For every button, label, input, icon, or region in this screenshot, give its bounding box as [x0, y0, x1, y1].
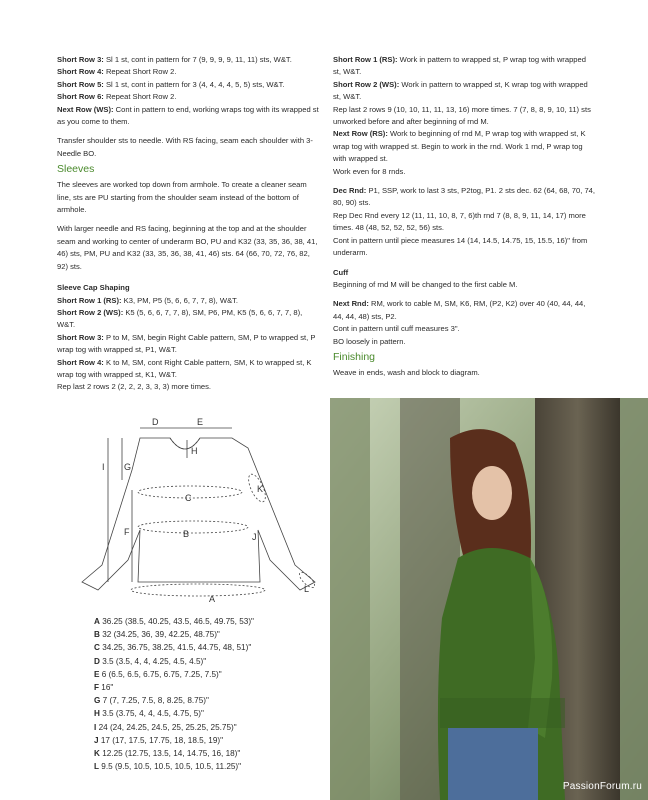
legend-row: F 16" — [94, 683, 114, 693]
r-short-row-1-label: Short Row 1 (RS): — [333, 55, 398, 64]
label-i: I — [102, 462, 105, 472]
legend-row: J 17 (17, 17.5, 17.75, 18, 18.5, 19)" — [94, 735, 224, 745]
left-column — [57, 54, 319, 394]
short-row-6-label: Short Row 6: — [57, 92, 104, 102]
label-j: J — [252, 532, 257, 542]
short-row-4-label: Short Row 4: — [57, 67, 104, 77]
sleeves-pickup: With larger needle and RS facing, beginning at the top and at the shoulder seam and working to center of underarm BO, PU and K32 (33, 35, 36, 38, 41, 46) sts, PM, PU and K32 (33, 35, 36, 38, 41, 46) sts. 64 (66, 70, 72, 76, 82, 92) sts. — [57, 224, 318, 271]
sleeves-heading: Sleeves — [57, 163, 95, 176]
cap-row-4-label: Short Row 4: — [57, 357, 104, 367]
forest-photo-illustration — [330, 398, 648, 800]
legend-row: C 34.25, 36.75, 38.25, 41.5, 44.75, 48, 51)" — [94, 643, 252, 653]
label-a: A — [209, 594, 216, 604]
dec-rnd-label: Dec Rnd: — [333, 186, 367, 196]
label-l: L — [304, 584, 310, 594]
right-column — [333, 54, 595, 379]
model-photo — [330, 398, 648, 800]
sweater-schematic — [60, 410, 330, 620]
sleeve-cap-heading: Sleeve Cap Shaping — [57, 283, 130, 293]
label-c: C — [185, 493, 192, 503]
r-next-row-text: Work to beginning of rnd M, P wrap tog with wrapped st, K wrap tog with wrapped st. Begin to work in the rnd. Work 1 rnd, P wrap tog with wrapped st. — [333, 129, 586, 164]
legend-row: K 12.25 (12.75, 13.5, 14, 14.75, 16, 18)" — [94, 749, 241, 759]
finishing-heading: Finishing — [333, 350, 376, 363]
cap-row-1-label: Short Row 1 (RS): — [57, 295, 122, 305]
rep-dec: Rep Dec Rnd every 12 (11, 11, 10, 8, 7, 6)th rnd 7 (8, 8, 9, 11, 14, 17) more times. 48 (48, 52, 52, 52, 56) sts. — [333, 210, 586, 233]
legend-row: B 32 (34.25, 36, 39, 42.25, 48.75)" — [94, 630, 220, 640]
hem-ellipse — [131, 584, 265, 596]
r-next-row-label: Next Row (RS): — [333, 129, 388, 139]
measurement-legend — [94, 615, 334, 773]
r-repeat: Rep last 2 rows 9 (10, 10, 11, 11, 13, 16) more times. 7 (7, 8, 8, 9, 10, 11) sts unworked before and after beginning of rnd M. — [333, 104, 591, 127]
next-row-ws-label: Next Row (WS): — [57, 104, 114, 114]
schematic-outline — [82, 438, 315, 590]
cap-row-3-label: Short Row 3: — [57, 332, 104, 342]
cap-row-2-text: K5 (5, 6, 6, 7, 7, 8), SM, P6, PM, K5 (5, 6, 6, 7, 7, 8), W&T. — [57, 307, 303, 330]
cap-row-1-text: K3, PM, P5 (5, 6, 6, 7, 7, 8), W&T. — [123, 295, 239, 305]
waist-ellipse — [138, 521, 248, 533]
label-f: F — [124, 527, 130, 537]
label-e: E — [197, 417, 204, 427]
label-g: G — [124, 462, 132, 472]
label-k: K — [257, 484, 264, 494]
cap-row-4-text: K to M, SM, cont Right Cable pattern, SM, K to wrapped st, K wrap tog with wrapped st, K1, W&T. — [57, 357, 312, 379]
dec-rnd-text: P1, SSP, work to last 3 sts, P2tog, P1. 2 sts dec. 62 (64, 68, 70, 74, 80, 90) sts. — [333, 186, 596, 208]
legend-row: H 3.5 (3.75, 4, 4, 4.5, 4.75, 5)" — [94, 709, 204, 719]
label-h: H — [191, 446, 198, 456]
r-short-row-2-label: Short Row 2 (WS): — [333, 79, 400, 89]
finishing-text: Weave in ends, wash and block to diagram. — [333, 367, 480, 377]
label-d: D — [152, 417, 159, 427]
label-b: B — [183, 529, 190, 539]
cap-repeat: Rep last 2 rows 2 (2, 2, 2, 3, 3, 3) more times. — [57, 382, 212, 392]
r-short-row-1-text: Work in pattern to wrapped st, P wrap tog with wrapped st, W&T. — [333, 55, 586, 77]
cuff-intro: Beginning of rnd M will be changed to the first cable M. — [333, 279, 518, 289]
legend-row: E 6 (6.5, 6.5, 6.75, 6.75, 7.25, 7.5)" — [94, 669, 222, 679]
watermark: PassionForum.ru — [562, 781, 642, 792]
short-row-5-text: Sl 1 st, cont in pattern for 3 (4, 4, 4, 4, 5, 5) sts, W&T. — [105, 79, 285, 89]
legend-row: I 24 (24, 24.25, 24.5, 25, 25.25, 25.75)" — [94, 722, 237, 732]
next-rnd-label: Next Rnd: — [333, 299, 369, 309]
short-row-5-label: Short Row 5: — [57, 79, 104, 89]
short-row-3-text: Sl 1 st, cont in pattern for 7 (9, 9, 9, 9, 11, 11) sts, W&T. — [105, 55, 292, 64]
bo-text: BO loosely in pattern. — [333, 336, 406, 346]
next-rnd-text: RM, work to cable M, SM, K6, RM, (P2, K2) over 40 (40, 44, 44, 44, 44, 48) sts, P2. — [333, 299, 586, 321]
cont-pattern: Cont in pattern until piece measures 14 (14, 14.5, 14.75, 15, 15.5, 16)" from underarm. — [333, 235, 588, 258]
legend-row: A 36.25 (38.5, 40.25, 43.5, 46.5, 49.75, 53)" — [94, 617, 254, 626]
next-row-ws-text: Cont in pattern to end, working wraps tog with its wrapped st as you come to them. — [57, 104, 319, 127]
transfer-text: Transfer shoulder sts to needle. With RS facing, seam each shoulder with 3-Needle BO. — [57, 136, 313, 158]
short-row-3-label: Short Row 3: — [57, 55, 104, 64]
cap-row-2-label: Short Row 2 (WS): — [57, 307, 124, 317]
short-row-6-text: Repeat Short Row 2. — [105, 92, 177, 102]
legend-row: G 7 (7, 7.25, 7.5, 8, 8.25, 8.75)" — [94, 696, 209, 706]
short-row-4-text: Repeat Short Row 2. — [105, 67, 177, 77]
cuff-heading: Cuff — [333, 267, 349, 277]
cap-row-3-text: P to M, SM, begin Right Cable pattern, SM, P to wrapped st, P wrap tog with wrapped st, P1, W&T. — [57, 332, 316, 355]
r-work-even: Work even for 8 rnds. — [333, 166, 406, 176]
legend-row: D 3.5 (3.5, 4, 4, 4.25, 4.5, 4.5)" — [94, 656, 207, 666]
sleeves-intro: The sleeves are worked top down from armhole. To create a cleaner seam line, sts are PU starting from the shoulder seam instead of the bottom of armhole. — [57, 180, 307, 215]
r-short-row-2-text: Work in pattern to wrapped st, K wrap tog with wrapped st, W&T. — [333, 79, 588, 102]
legend-row: L 9.5 (9.5, 10.5, 10.5, 10.5, 10.5, 11.25)" — [94, 762, 242, 772]
cuff-cont: Cont in pattern until cuff measures 3". — [333, 324, 460, 334]
